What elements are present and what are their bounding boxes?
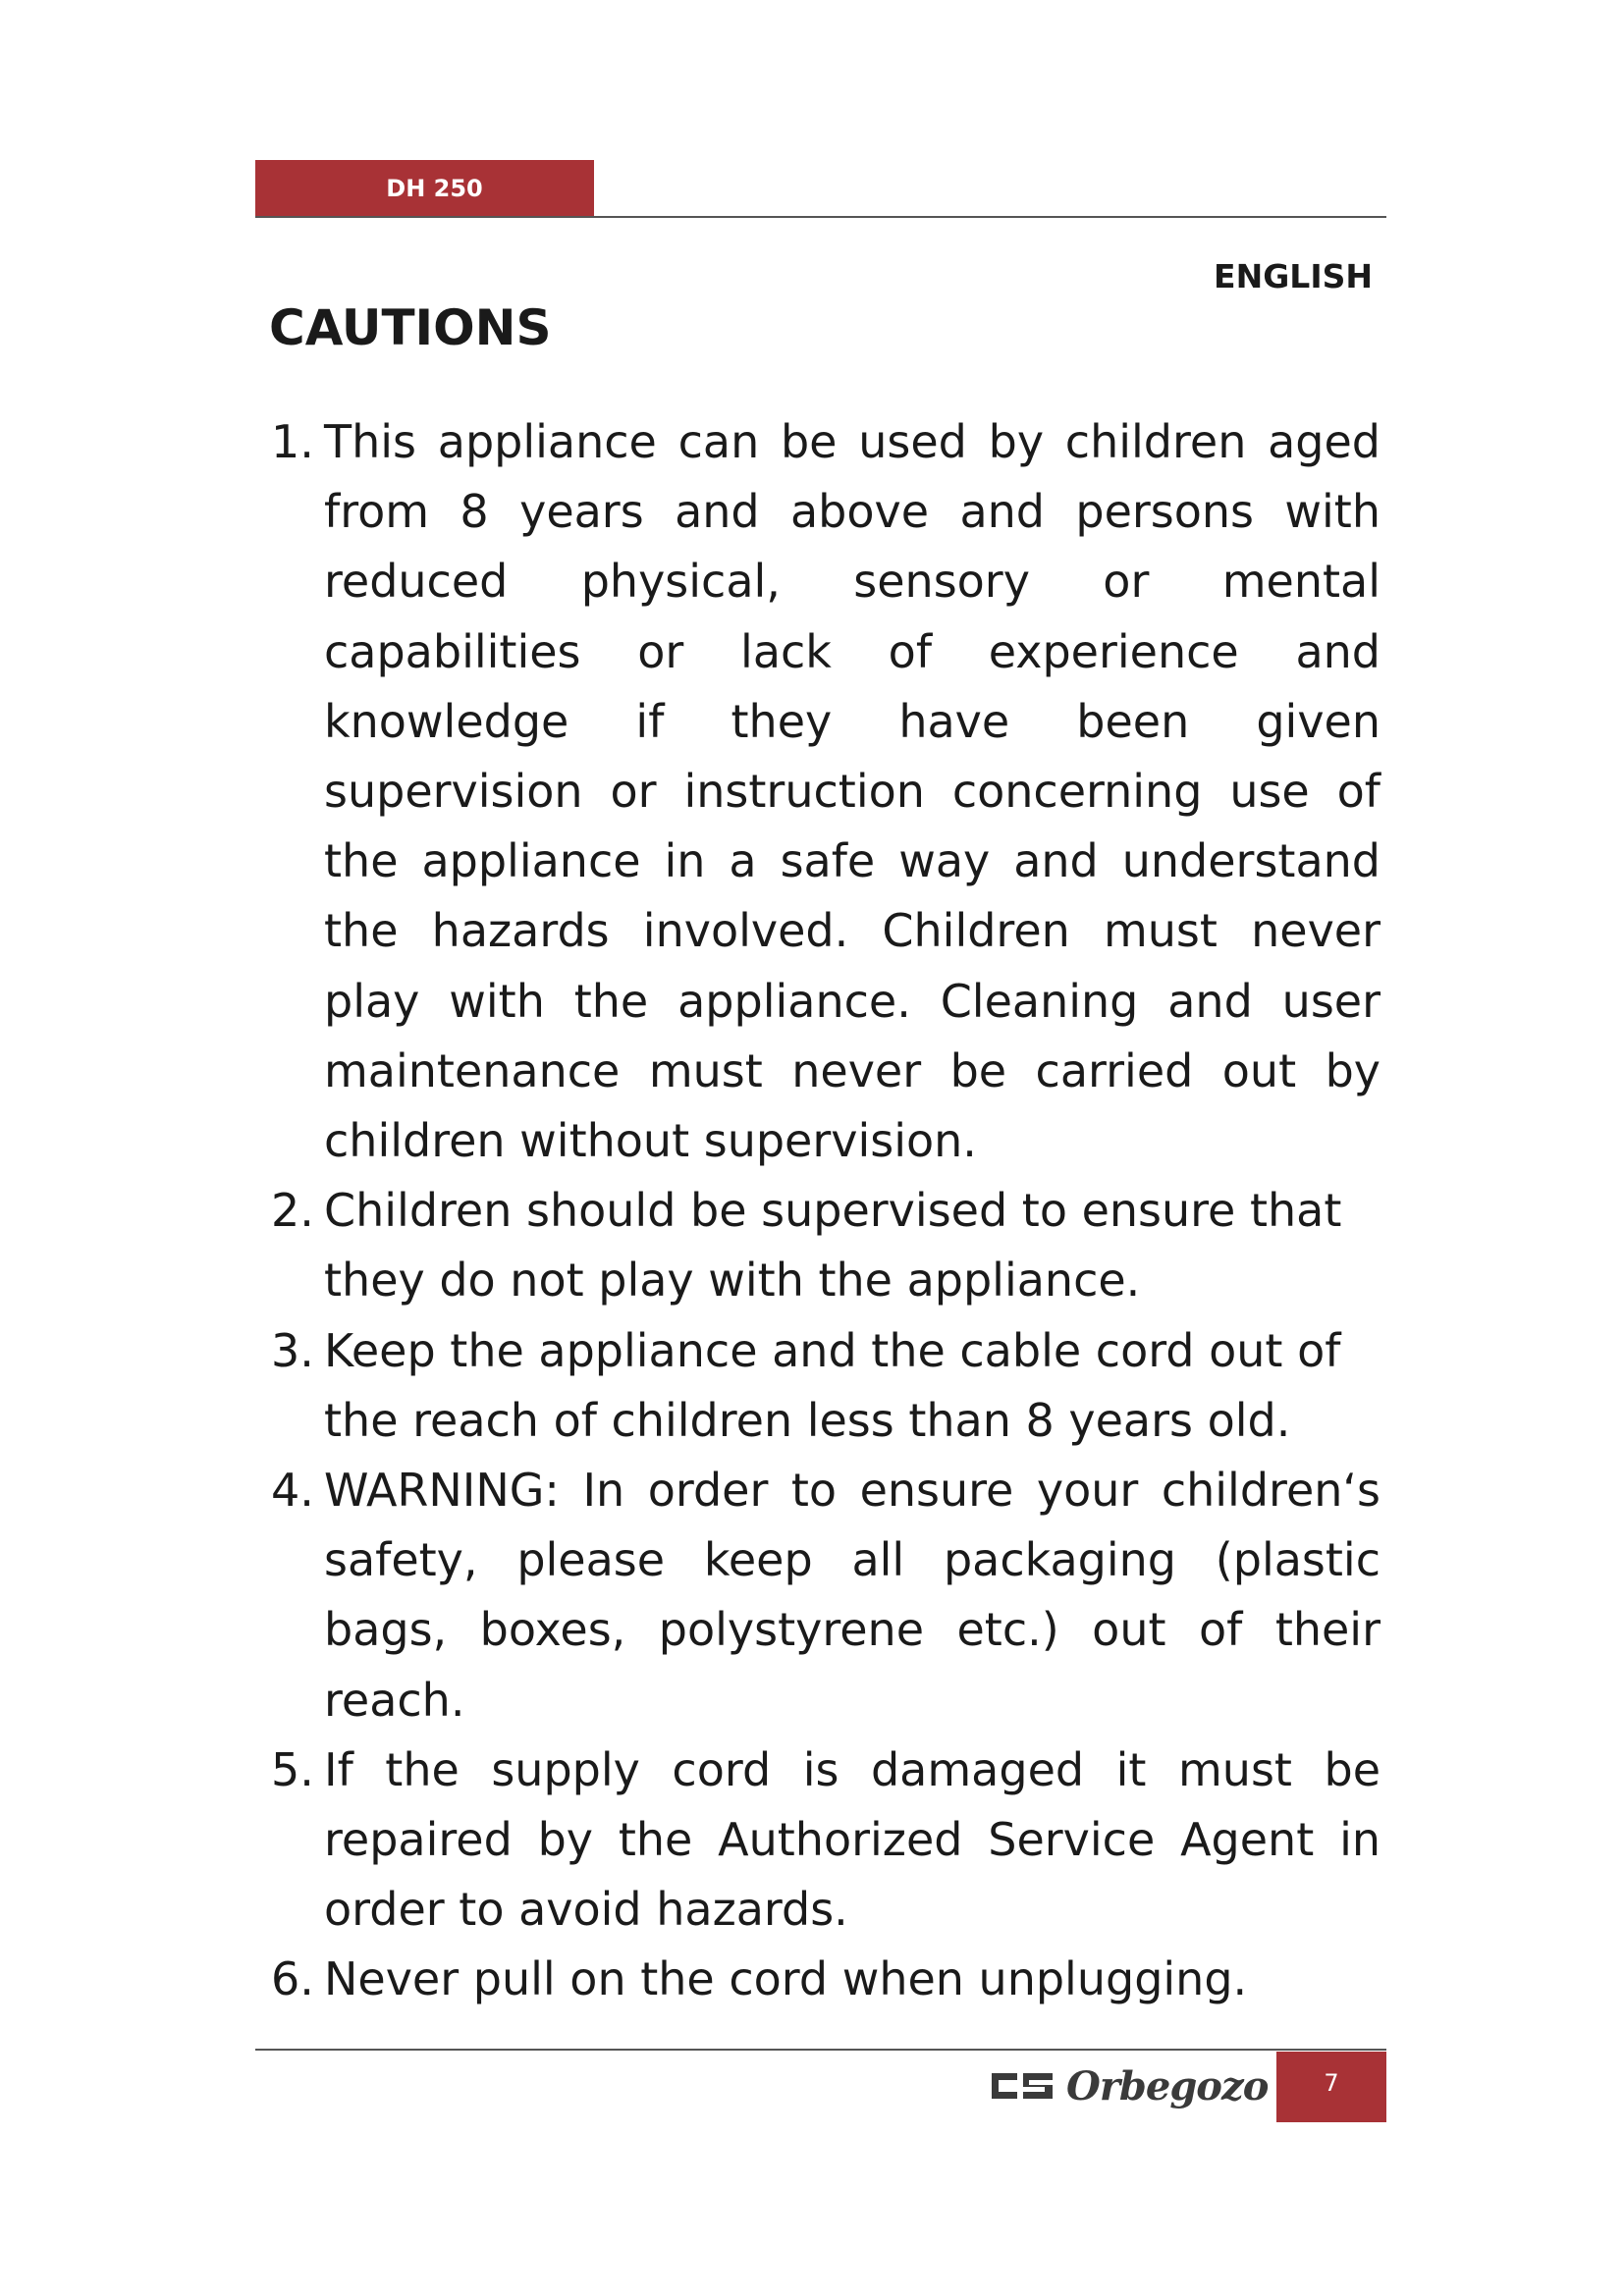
orbegozo-logo-icon [992,2069,1053,2103]
language-label: ENGLISH [1214,257,1373,295]
caution-number: 3. [271,1323,314,1377]
caution-item-2 [271,1176,1380,1315]
caution-item-4 [271,1456,1380,1735]
brand-logo [992,2061,1268,2110]
caution-text: This appliance can be used by children aged from 8 years and above and persons with reduced physical, sensory or mental capabilities or lack of experience and knowledge if they have been given supervision or instruction concerning use of the appliance in a safe way and understand the hazards involved. Children must never play with the appliance. Cleaning and user maintenance must never be carried out by children without supervision. [324,415,1380,1168]
caution-item-6 [271,1945,1380,2014]
caution-text: Keep the appliance and the cable cord out of the reach of children less than 8 years old. [324,1323,1341,1447]
page-number: 7 [1276,2052,1386,2122]
model-label: DH 250 [386,174,483,202]
caution-number: 2. [271,1184,314,1238]
caution-number: 5. [271,1742,314,1796]
model-tab [255,160,594,216]
caution-text: If the supply cord is damaged it must be repaired by the Authorized Service Agent in order to avoid hazards. [324,1742,1380,1937]
caution-number: 6. [271,1952,314,2006]
caution-item-3 [271,1316,1380,1456]
caution-item-5 [271,1735,1380,1946]
caution-text: Never pull on the cord when unplugging. [324,1952,1248,2006]
footer-rule [255,2049,1386,2051]
caution-number: 4. [271,1464,314,1518]
caution-item-1 [271,407,1380,1176]
page-title: CAUTIONS [269,299,552,356]
caution-number: 1. [271,415,314,468]
header-rule [255,216,1386,218]
caution-text: WARNING: In order to ensure your children‘s safety, please keep all packaging (plastic bags, boxes, polystyrene etc.) out of their reach. [324,1464,1380,1727]
cautions-list [271,407,1380,2015]
brand-name: Orbegozo [1066,2062,1269,2109]
caution-text: Children should be supervised to ensure that they do not play with the appliance. [324,1184,1342,1308]
